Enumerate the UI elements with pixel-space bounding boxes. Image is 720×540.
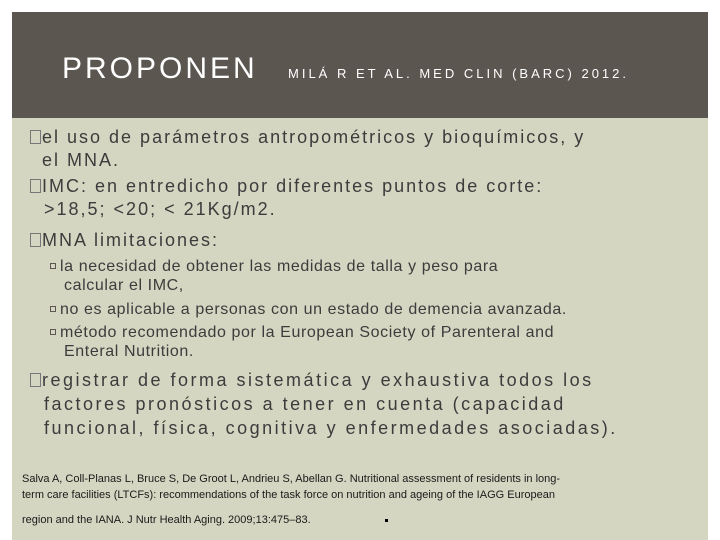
sub-bullet-2-line-1	[50, 301, 567, 319]
bullet-1-line-1	[30, 127, 585, 148]
bullet-box-icon	[30, 233, 41, 247]
bullet-box-icon	[30, 130, 41, 144]
bullet-2-line-1	[30, 176, 543, 197]
slide-title: PROPONEN	[62, 52, 258, 85]
sub-bullet-1-line-1	[50, 258, 498, 276]
bullet-3-text-1: MNA limitaciones:	[42, 230, 220, 250]
square-bullet-icon	[50, 306, 56, 312]
square-bullet-icon	[50, 263, 56, 269]
final-bullet-line-2: factores pronósticos a tener en cuenta (capacidad	[44, 394, 566, 414]
sub-bullet-3-line-1	[50, 324, 554, 342]
reference-line-2: term care facilities (LTCFs): recommendations of the task force on nutrition and ageing of the IAGG European	[22, 489, 555, 501]
bullet-box-icon	[30, 373, 41, 387]
bullet-3-line-1	[30, 230, 219, 251]
sub-bullet-3-text-1: método recomendado por la European Society of Parenteral and	[60, 324, 555, 341]
final-bullet-text-1: registrar de forma sistemática y exhaustiva todos los	[42, 370, 594, 390]
reference-line-3: region and the IANA. J Nutr Health Aging. 2009;13:475–83.	[22, 514, 311, 526]
slide-subtitle: MILÁ R ET AL. MED CLIN (BARC) 2012.	[288, 66, 629, 81]
square-bullet-icon	[50, 329, 56, 335]
period-mark	[385, 519, 388, 522]
bullet-box-icon	[30, 179, 41, 193]
sub-bullet-1-line-2: calcular el IMC,	[64, 277, 184, 294]
bullet-2-line-2: >18,5; <20; < 21Kg/m2.	[44, 199, 277, 219]
bullet-1-line-2: el MNA.	[42, 150, 121, 170]
sub-bullet-1-text-1: la necesidad de obtener las medidas de talla y peso para	[60, 258, 499, 275]
reference-line-1: Salva A, Coll-Planas L, Bruce S, De Groot L, Andrieu S, Abellan G. Nutritional assessment of residents in long-	[22, 473, 561, 485]
final-bullet-line-3: funcional, física, cognitiva y enfermedades asociadas).	[44, 418, 618, 438]
bullet-2-text-1: IMC: en entredicho por diferentes puntos de corte:	[42, 176, 544, 196]
sub-bullet-3-line-2: Enteral Nutrition.	[64, 343, 194, 360]
bullet-1-text-1: el uso de parámetros antropométricos y bioquímicos, y	[42, 127, 586, 147]
final-bullet-line-1	[30, 370, 594, 391]
sub-bullet-2-text-1: no es aplicable a personas con un estado de demencia avanzada.	[60, 301, 567, 318]
